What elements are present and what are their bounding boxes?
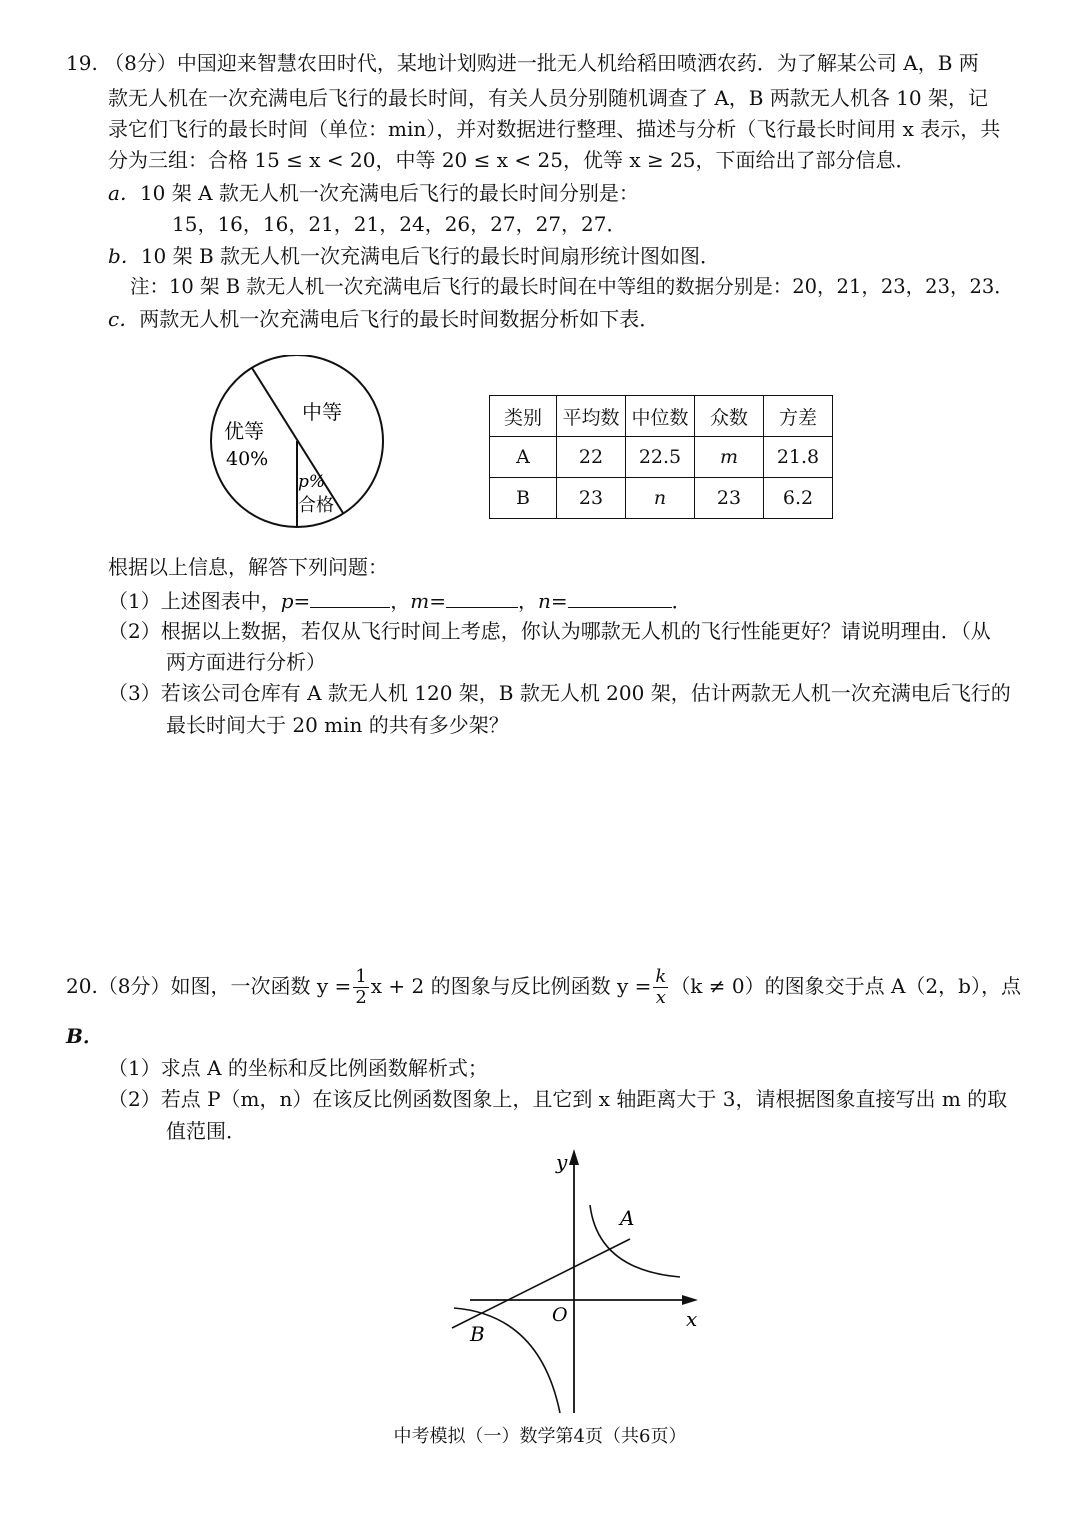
- function-graph: [440, 1145, 720, 1415]
- q19-intro-3: 录它们飞行的最长时间（单位：min），并对数据进行整理、描述与分析（飞行最长时间用 x 表示，共: [108, 117, 1001, 141]
- q19-points: （8分）: [104, 51, 177, 75]
- table-cell: m: [695, 437, 764, 478]
- q19-item-a-text: 10 架 A 款无人机一次充满电后飞行的最长时间分别是：: [139, 181, 639, 205]
- table-cell: 21.8: [764, 437, 833, 478]
- pie-label-excellent-pct: 40%: [226, 448, 269, 470]
- q19-item-a: [108, 178, 639, 208]
- n-label: n=: [538, 589, 568, 613]
- x-axis-label: x: [686, 1307, 698, 1331]
- table-header-cell: 中位数: [626, 396, 695, 437]
- table-header-cell: 平均数: [557, 396, 626, 437]
- q20-line-1: [66, 964, 1021, 1008]
- n-answer-blank[interactable]: [568, 585, 672, 608]
- table-row: [490, 478, 833, 519]
- q19-item-a-label: a．: [108, 181, 140, 205]
- table-header-row: [490, 396, 833, 437]
- q19-number: 19.: [66, 51, 98, 75]
- fraction-k-over-x: [653, 967, 668, 1008]
- p-label: p=: [280, 589, 311, 613]
- stats-table: [489, 395, 833, 519]
- q19-item-b-label: b．: [108, 244, 141, 268]
- y-axis-arrow: [569, 1149, 579, 1165]
- q20-part2-line-2: 值范围．: [166, 1119, 246, 1143]
- q19-intro-2: 款无人机在一次充满电后飞行的最长时间，有关人员分别随机调查了 A，B 两款无人机各 10 架，记: [108, 86, 989, 110]
- q19-item-c-label: c．: [108, 307, 140, 331]
- q19-intro-line-1: [66, 48, 979, 78]
- pie-label-pass-pct: p%: [298, 472, 326, 492]
- fraction-one-half: [353, 967, 368, 1008]
- pie-label-pass: 合格: [298, 495, 334, 516]
- q19-item-b: [108, 241, 720, 271]
- p-answer-blank[interactable]: [310, 585, 390, 608]
- linear-function-line: [452, 1239, 630, 1328]
- point-a-label: A: [620, 1206, 635, 1230]
- q19-part1-label: （1）上述图表中，: [108, 589, 281, 613]
- m-answer-blank[interactable]: [446, 585, 518, 608]
- fraction-denominator: 2: [355, 987, 367, 1008]
- q19-part2-line-2: 两方面进行分析）: [166, 650, 326, 674]
- q19-part2-line-1: （2）根据以上数据，若仅从飞行时间上考虑，你认为哪款无人机的飞行性能更好？请说明理由．（从: [108, 619, 991, 643]
- period: ．: [671, 589, 692, 613]
- q19-intro-1: 中国迎来智慧农田时代，某地计划购进一批无人机给稻田喷洒农药．为了解某公司 A，B 两: [176, 51, 979, 75]
- fraction-numerator: 1: [355, 966, 367, 987]
- q20-text-b: x + 2 的图象与反比例函数 y =: [370, 974, 652, 998]
- q19-item-a-data: 15，16，16，21，21，24，26，27，27，27．: [172, 212, 627, 236]
- table-header-cell: 众数: [695, 396, 764, 437]
- y-axis-label: y: [556, 1150, 568, 1174]
- table-header-cell: 方差: [764, 396, 833, 437]
- origin-label: O: [552, 1304, 568, 1326]
- pie-label-middle: 中等: [302, 400, 342, 424]
- pie-label-excellent: 优等: [224, 419, 264, 443]
- q19-part1: [108, 585, 692, 616]
- q20-text-d: B．: [66, 1024, 103, 1048]
- q19-item-c: [108, 304, 659, 334]
- q20-points: （8分）: [97, 974, 171, 998]
- q20-text-c: （k ≠ 0）的图象交于点 A（2，b），点: [670, 974, 1021, 998]
- table-cell: 22: [557, 437, 626, 478]
- x-axis-arrow: [682, 1295, 698, 1305]
- table-cell: B: [490, 478, 557, 519]
- fraction-denominator: x: [655, 987, 666, 1008]
- m-label: m=: [410, 589, 447, 613]
- point-b-label: B: [470, 1322, 485, 1346]
- q19-part3-line-1: （3）若该公司仓库有 A 款无人机 120 架，B 款无人机 200 架，估计两款无人机一次充满电后飞行的: [108, 681, 1011, 705]
- q20-part2-line-1: （2）若点 P（m，n）在该反比例函数图象上，且它到 x 轴距离大于 3，请根据图象直接写出 m 的取: [108, 1087, 1008, 1111]
- table-cell: 22.5: [626, 437, 695, 478]
- table-cell: 23: [557, 478, 626, 519]
- q20-part1: （1）求点 A 的坐标和反比例函数解析式；: [108, 1056, 488, 1080]
- table-cell: n: [626, 478, 695, 519]
- page-footer: 中考模拟（一）数学第4页（共6页）: [393, 1426, 687, 1447]
- q19-item-c-text: 两款无人机一次充满电后飞行的最长时间数据分析如下表．: [139, 307, 660, 331]
- comma-1: ，: [390, 589, 411, 613]
- q19-part3-line-2: 最长时间大于 20 min 的共有多少架？: [166, 713, 509, 737]
- table-cell: 6.2: [764, 478, 833, 519]
- q19-note: 注：10 架 B 款无人机一次充满电后飞行的最长时间在中等组的数据分别是：20，21，23，23，23．: [130, 275, 1014, 298]
- q19-answer-intro: 根据以上信息，解答下列问题：: [108, 555, 388, 579]
- table-row: [490, 437, 833, 478]
- pie-chart: [200, 355, 400, 535]
- table-cell: A: [490, 437, 557, 478]
- table-cell: 23: [695, 478, 764, 519]
- q20-number: 20.: [66, 974, 98, 998]
- fraction-numerator: k: [655, 966, 667, 987]
- hyperbola-branch-q1: [590, 1205, 680, 1277]
- q20-text-a: 如图，一次函数 y =: [170, 974, 352, 998]
- table-header-cell: 类别: [490, 396, 557, 437]
- comma-2: ，: [518, 589, 539, 613]
- q19-item-b-text: 10 架 B 款无人机一次充满电后飞行的最长时间扇形统计图如图．: [140, 244, 721, 268]
- q19-intro-4: 分为三组：合格 15 ≤ x < 20，中等 20 ≤ x < 25，优等 x ≥ 25，下面给出了部分信息．: [108, 148, 916, 172]
